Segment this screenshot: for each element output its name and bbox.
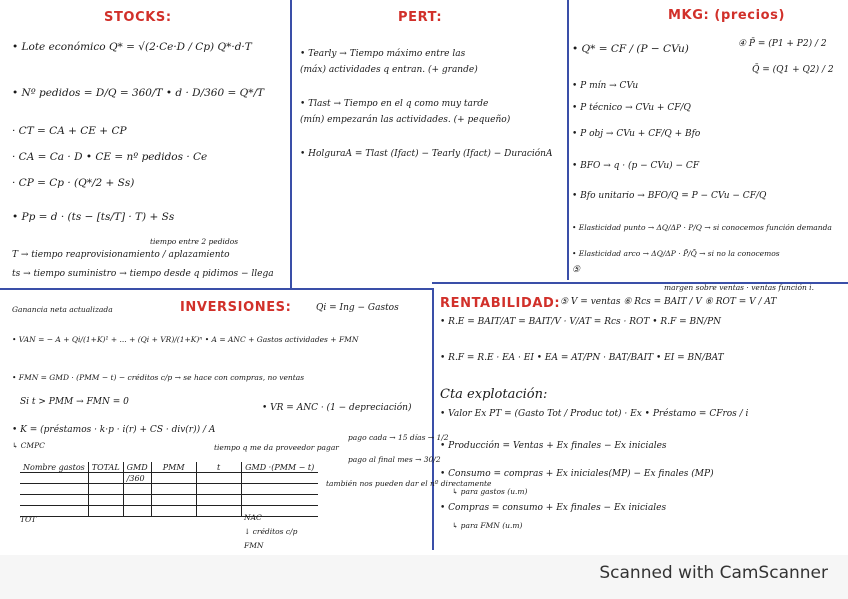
stocks-line-1: • Lote económico Q* = √(2·Ce·D / Cp) Q*·d·T (12, 41, 252, 53)
table-cell (241, 484, 318, 495)
mkg-line-3: Q̄ = (Q1 + Q2) / 2 (752, 65, 834, 75)
mkg-title: MKG: (precios) (668, 8, 786, 23)
pert-line-3: • Tlast → Tiempo en el q como muy tarde (300, 99, 489, 109)
inv-line-4: • FMN = GMD · (PMM − t) − créditos c/p → se hace con compras, no ventas (12, 373, 305, 382)
table-cell (196, 506, 241, 517)
stocks-note: tiempo entre 2 pedidos (150, 237, 239, 246)
inv-line-1: Ganancia neta actualizada (12, 305, 113, 314)
mkg-line-1: • Q* = CF / (P − CVu) (572, 43, 689, 55)
table-cell: /360 (123, 473, 151, 484)
table-cell (123, 495, 151, 506)
divider-vertical-1 (290, 0, 292, 288)
table-cell (88, 506, 123, 517)
mkg-line-8: • Bfo unitario → BFO/Q = P − CVu − CF/Q (572, 191, 767, 201)
table-row (20, 473, 318, 484)
mkg-line-11: ⑤ (572, 265, 581, 275)
inv-line-11: pago al final mes → 30/2 (348, 455, 441, 464)
table-cell (196, 473, 241, 484)
table-cell (241, 473, 318, 484)
stocks-line-7: T → tiempo reaprovisionamiento / aplazamiento (12, 250, 230, 260)
table-row (20, 495, 318, 506)
mkg-line-4: • P mín → CVu (572, 81, 639, 91)
mkg-line-9: • Elasticidad punto → ΔQ/ΔP · P/Q → si conocemos función demanda (572, 223, 832, 232)
divider-horizontal-left (0, 288, 432, 290)
inv-line-14: NAC (244, 513, 262, 522)
table-cell (88, 484, 123, 495)
gmd-header-cell: TOTAL (88, 462, 123, 473)
mkg-line-7: • BFO → q · (p − CVu) − CF (572, 161, 700, 171)
gmd-header-cell: Nombre gastos (20, 462, 88, 473)
pert-line-1: • Tearly → Tiempo máximo entre las (300, 49, 466, 59)
mkg-line-10: • Elasticidad arco → ΔQ/ΔP · P̄/Q̄ → si no la conocemos (572, 249, 780, 258)
expl-line-1: • Valor Ex PT = (Gasto Tot / Produc tot) · Ex • Préstamo = CFros / i (440, 409, 749, 419)
table-cell (196, 484, 241, 495)
rent-line-2: • R.F = R.E · EA · EI • EA = AT/PN · BAT/BAIT • EI = BN/BAT (440, 353, 724, 363)
table-cell (151, 495, 196, 506)
expl-line-5: • Compras = consumo + Ex finales − Ex iniciales (440, 503, 667, 513)
gmd-header-cell: GMD ·(PMM − t) (241, 462, 318, 473)
inv-line-6: • VR = ANC · (1 − depreciación) (262, 403, 412, 413)
gmd-header-cell: PMM (151, 462, 196, 473)
table-cell (88, 495, 123, 506)
expl-line-6: ↳ para FMN (u.m) (452, 521, 523, 530)
gmd-header-cell: GMD (123, 462, 151, 473)
expl-line-3: • Consumo = compras + Ex iniciales(MP) − Ex finales (MP) (440, 469, 714, 479)
expl-line-4: ↳ para gastos (u.m) (452, 487, 528, 496)
stocks-line-2: • Nº pedidos = D/Q = 360/T • d · D/360 = Q*/T (12, 87, 265, 99)
divider-vertical-3 (432, 288, 434, 550)
table-cell (20, 484, 88, 495)
gmd-header-cell: t (196, 462, 241, 473)
table-cell (20, 473, 88, 484)
table-cell (151, 506, 196, 517)
expl-line-2: • Producción = Ventas + Ex finales − Ex iniciales (440, 441, 667, 451)
table-cell (241, 495, 318, 506)
inv-line-8: ↳ CMPC (12, 441, 45, 450)
pert-line-5: • HolguraA = Tlast (Ifact) − Tearly (Ifact) − DuraciónA (300, 149, 553, 159)
inv-line-15: ↓ créditos c/p (244, 527, 298, 536)
rentabilidad-title: RENTABILIDAD: (440, 296, 561, 311)
table-row (20, 506, 318, 517)
inv-line-16: FMN (244, 541, 264, 550)
mkg-line-2: ④ P̄ = (P1 + P2) / 2 (738, 39, 827, 49)
table-cell (20, 495, 88, 506)
inv-line-13: TOT (20, 515, 37, 524)
table-cell (123, 506, 151, 517)
explotacion-title: Cta explotación: (440, 387, 548, 402)
mkg-line-5: • P técnico → CVu + CF/Q (572, 103, 691, 113)
table-row (20, 484, 318, 495)
inv-line-3: • VAN = − A + Qi/(1+K)¹ + ... + (Qi + VR)/(1+K)ⁿ • A = ANC + Gastos actividades + FMN (12, 335, 359, 344)
table-cell (196, 495, 241, 506)
inv-line-7: • K = (préstamos · k·p · i(r) + CS · div(r)) / A (12, 425, 216, 435)
inversiones-title: INVERSIONES: (180, 300, 292, 315)
inv-line-5: Si t > PMM → FMN = 0 (20, 397, 129, 407)
inv-line-12: también nos pueden dar el nº directamente (326, 479, 492, 488)
stocks-line-3: · CT = CA + CE + CP (12, 125, 127, 137)
table-cell (88, 473, 123, 484)
rent-line-1: • R.E = BAIT/AT = BAIT/V · V/AT = Rcs · ROT • R.F = BN/PN (440, 317, 722, 327)
gmd-table (20, 462, 318, 517)
table-cell (151, 473, 196, 484)
rent-margin-notes: margen sobre ventas · ventas función i. (664, 283, 814, 292)
stocks-line-6: • Pp = d · (ts − [ts/T] · T) + Ss (12, 211, 175, 223)
stocks-title: STOCKS: (104, 10, 172, 25)
stocks-line-4: · CA = Ca · D • CE = nº pedidos · Ce (12, 151, 208, 163)
pert-line-2: (máx) actividades q entran. (+ grande) (300, 65, 478, 75)
inv-line-10: pago cada → 15 días → 1/2 (348, 433, 449, 442)
stocks-line-5: · CP = Cp · (Q*/2 + Ss) (12, 177, 135, 189)
camscanner-footer: Scanned with CamScanner (599, 563, 828, 583)
table-cell (123, 484, 151, 495)
mkg-line-6: • P obj → CVu + CF/Q + Bfo (572, 129, 701, 139)
inv-line-9: tiempo q me da proveedor pagar (214, 443, 339, 452)
pert-title: PERT: (398, 10, 443, 25)
divider-vertical-2 (567, 0, 569, 280)
pert-line-4: (mín) empezarán las actividades. (+ pequeño) (300, 115, 511, 125)
table-cell (151, 484, 196, 495)
rent-header-notes: ⑤ V = ventas ⑥ Rcs = BAIT / V ⑥ ROT = V / AT (560, 297, 777, 307)
stocks-line-8: ts → tiempo suministro → tiempo desde q pidimos − llega (12, 269, 274, 279)
inv-line-2: Qi = Ing − Gastos (316, 303, 399, 313)
